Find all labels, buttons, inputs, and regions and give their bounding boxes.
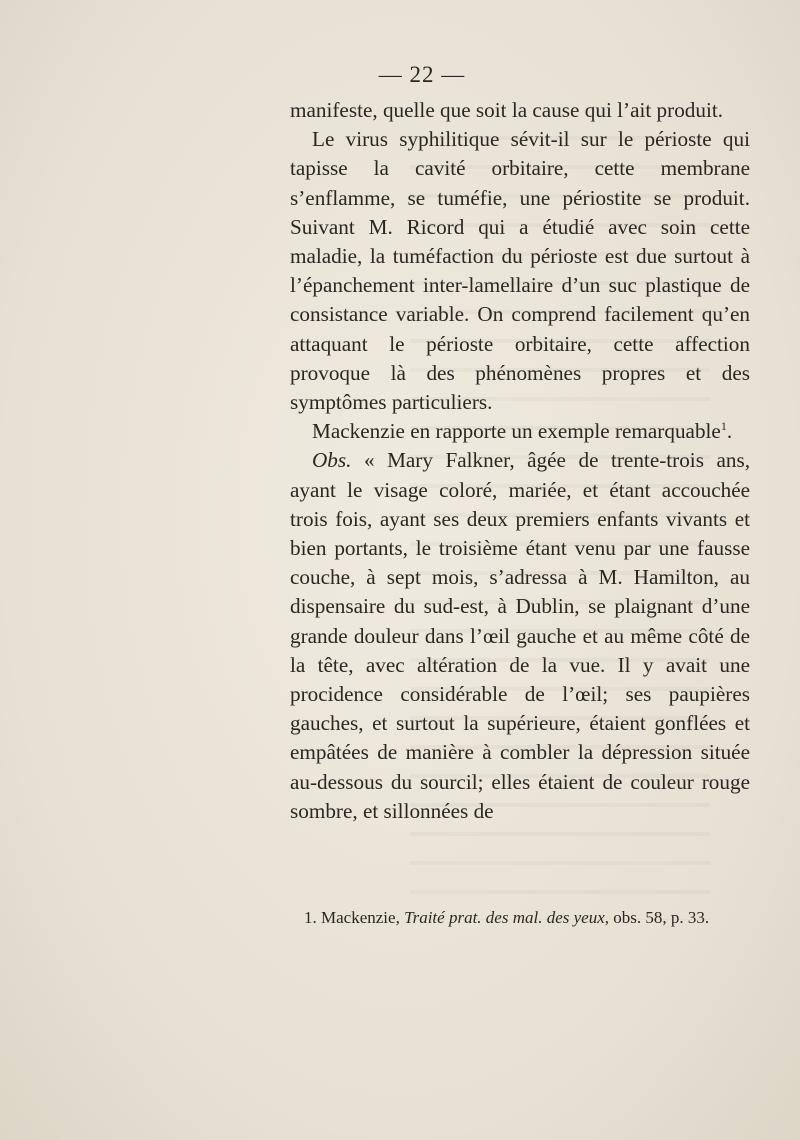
footnote-number: 1. xyxy=(304,908,321,927)
paragraph-mackenzie-example xyxy=(290,417,750,446)
footnote-reference: 1 xyxy=(720,419,727,434)
footnote xyxy=(290,904,750,931)
paragraph-continuation: manifeste, quelle que soit la cause qui l’ait produit. xyxy=(290,98,724,122)
paragraph-syphilitic-periostitis: Le virus syphilitique sévit-il sur le périoste qui tapisse la cavité orbitaire, cette membrane s’enflamme, se tuméfie, une périostite se produit. Suivant M. Ricord qui a étudié avec soin cette maladie, la tuméfaction du périoste est due surtout à l’épanchement inter-lamellaire d’un suc plastique de consistance variable. On comprend facilement qu’en attaquant le périoste orbitaire, cette affection provoque là des phénomènes propres et des symptômes particuliers. xyxy=(290,127,750,415)
footnote-title: Traité prat. des mal. des yeux xyxy=(404,908,605,927)
footnote-author: Mackenzie, xyxy=(321,908,405,927)
page-number: — 22 — xyxy=(378,62,466,87)
paragraph-text: Mackenzie en rapporte un exemple remarquable xyxy=(312,419,721,444)
paragraph-observation xyxy=(290,446,750,826)
paragraph-end-punct: . xyxy=(726,419,733,444)
observation-text: « Mary Falkner, âgée de trente-trois ans, ayant le visage coloré, mariée, et étant accouchée trois fois, ayant ses deux premiers enfants vivants et bien portants, le troisième étant venu par une fausse couche, à sept mois, s’adressa à M. Hamilton, au dispensaire du sud-est, à Dublin, se plaignant d’une grande douleur dans l’œil gauche et au même côté de la tête, avec altération de la vue. Il y avait une procidence considérable de l’œil; ses paupières gauches, et surtout la supérieure, étaient gonflées et empâtées de manière à combler la dépression située au-dessous du sourcil; elles étaient de couleur rouge sombre, et sillonnées de xyxy=(290,448,750,823)
observation-label: Obs. xyxy=(312,448,352,473)
footnote-reference-details: , obs. 58, p. 33. xyxy=(604,908,710,927)
main-text xyxy=(290,96,750,826)
